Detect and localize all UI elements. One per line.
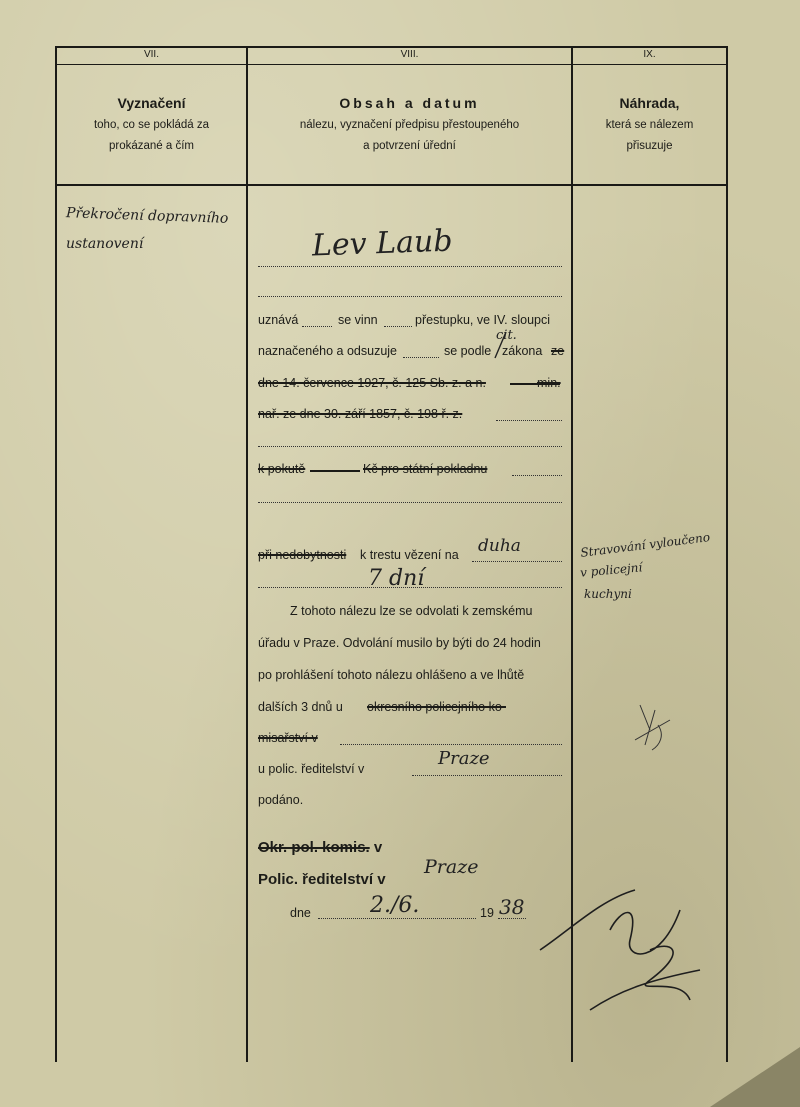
city-handwritten-2: Praze xyxy=(424,856,479,878)
appeal-line-4a: dalších 3 dnů u xyxy=(258,700,343,714)
sentence-handwritten-1: duha xyxy=(478,536,521,556)
column-divider-vii-viii xyxy=(246,46,248,1062)
column-viii-title: Obsah a datum xyxy=(339,95,480,111)
dots-pokladnu xyxy=(512,475,562,476)
name-line-2 xyxy=(258,296,562,297)
year-suffix-handwritten: 38 xyxy=(499,895,525,919)
text-podano: podáno. xyxy=(258,793,304,807)
struck-pri-nedobytnosti: při nedobytnosti xyxy=(258,548,347,562)
column-vii-subtitle-2: prokázané a čím xyxy=(108,140,194,152)
dots-r1a xyxy=(302,326,332,327)
col-ix-handwritten-note: Stravování vyloučeno xyxy=(579,530,711,560)
city-handwritten-1: Praze xyxy=(438,748,490,769)
strike-bar-pokute xyxy=(310,470,360,472)
header-bottom-border xyxy=(55,184,728,186)
text-polic-reditelstvi: u polic. ředitelství v xyxy=(258,762,365,776)
appeal-line-2: úřadu v Praze. Odvolání musilo by býti do 24 hodin xyxy=(258,636,541,650)
dots-r2 xyxy=(403,357,439,358)
column-vii-number: VII. xyxy=(143,49,159,60)
column-viii-number: VIII. xyxy=(400,49,419,60)
dots-misarstvi xyxy=(340,744,562,745)
date-day-handwritten: 2./6. xyxy=(370,893,420,918)
column-vii-title: Vyznačení xyxy=(117,95,186,111)
blank-line-r7 xyxy=(258,502,562,503)
blank-line-r5 xyxy=(258,446,562,447)
appeal-line-5-struck: misařství v xyxy=(258,731,318,745)
okr-v: v xyxy=(373,839,383,856)
signature-mark xyxy=(530,870,720,1020)
dots-date xyxy=(318,918,476,919)
column-vii-subtitle-1: toho, co se pokládá za xyxy=(93,119,210,131)
pencil-scribble xyxy=(630,700,680,760)
text-year-prefix: 19 xyxy=(480,906,494,920)
dots-days xyxy=(258,587,562,588)
okr-pol-komis: Okr. pol. komis. xyxy=(258,839,370,856)
text-dne: dne xyxy=(290,906,311,920)
column-ix-subtitle-2: přisuzuje xyxy=(626,140,673,152)
dots-city1 xyxy=(412,775,562,776)
stamp-okr-struck xyxy=(258,839,382,856)
col-vii-handwritten-note-2: ustanovení xyxy=(66,236,144,252)
offender-name: Lev Laub xyxy=(311,223,454,264)
left-border xyxy=(55,46,57,1062)
column-ix-subtitle-1: která se nálezem xyxy=(605,119,694,131)
dots-sentence xyxy=(472,561,562,562)
right-border xyxy=(726,46,728,1062)
sentence-days: 7 dní xyxy=(368,566,425,591)
struck-law-1927: dne 14. července 1927, č. 125 Sb. z. a n. xyxy=(258,376,486,390)
top-border xyxy=(55,46,728,48)
struck-min: min. xyxy=(537,376,561,390)
text-prestupku: přestupku, ve IV. sloupci xyxy=(415,313,551,327)
text-ze-struck: ze xyxy=(551,344,565,358)
dots-year xyxy=(498,918,526,919)
struck-law-1857: nař. ze dne 30. září 1857, č. 198 ř. z. xyxy=(258,407,463,421)
col-vii-handwritten-note: Překročení dopravního xyxy=(65,205,229,227)
col-ix-handwritten-note-2: v policejní xyxy=(579,560,643,580)
appeal-line-3: po prohlášení tohoto nálezu ohlášeno a ve lhůtě xyxy=(258,668,525,682)
struck-kc-pokladnu: Kč pro státní pokladnu xyxy=(363,462,488,476)
col-ix-handwritten-note-3: kuchyni xyxy=(584,587,632,601)
struck-k-pokute: k pokutě xyxy=(258,462,306,476)
text-naznaceneho: naznačeného a odsuzuje xyxy=(258,344,398,358)
column-viii-subtitle-1: nálezu, vyznačení předpisu přestoupeného xyxy=(299,119,520,131)
column-viii-subtitle-2: a potvrzení úřední xyxy=(363,140,456,152)
appeal-line-1: Z tohoto nálezu lze se odvolati k zemskému xyxy=(290,604,533,618)
column-ix-number: IX. xyxy=(643,49,656,60)
text-se-vinn: se vinn xyxy=(338,313,378,327)
column-ix-title: Náhrada, xyxy=(619,95,680,111)
header-number-divider xyxy=(55,64,728,65)
dots-r1b xyxy=(384,326,412,327)
text-zakona: zákona xyxy=(502,344,543,358)
stamp-polic-reditelstvi: Polic. ředitelství v xyxy=(258,871,386,888)
appeal-line-4b-struck: okresního policejního ko- xyxy=(367,700,506,714)
text-uznava: uznává xyxy=(258,313,299,327)
dots-r4 xyxy=(496,420,562,421)
text-k-trestu: k trestu vězení na xyxy=(360,548,459,562)
law-insert-handwritten: cit. xyxy=(496,328,517,343)
law-insert-stroke xyxy=(492,330,508,360)
text-se-podle: se podle xyxy=(444,344,492,358)
torn-corner xyxy=(710,1047,800,1107)
name-line-1 xyxy=(258,266,562,267)
